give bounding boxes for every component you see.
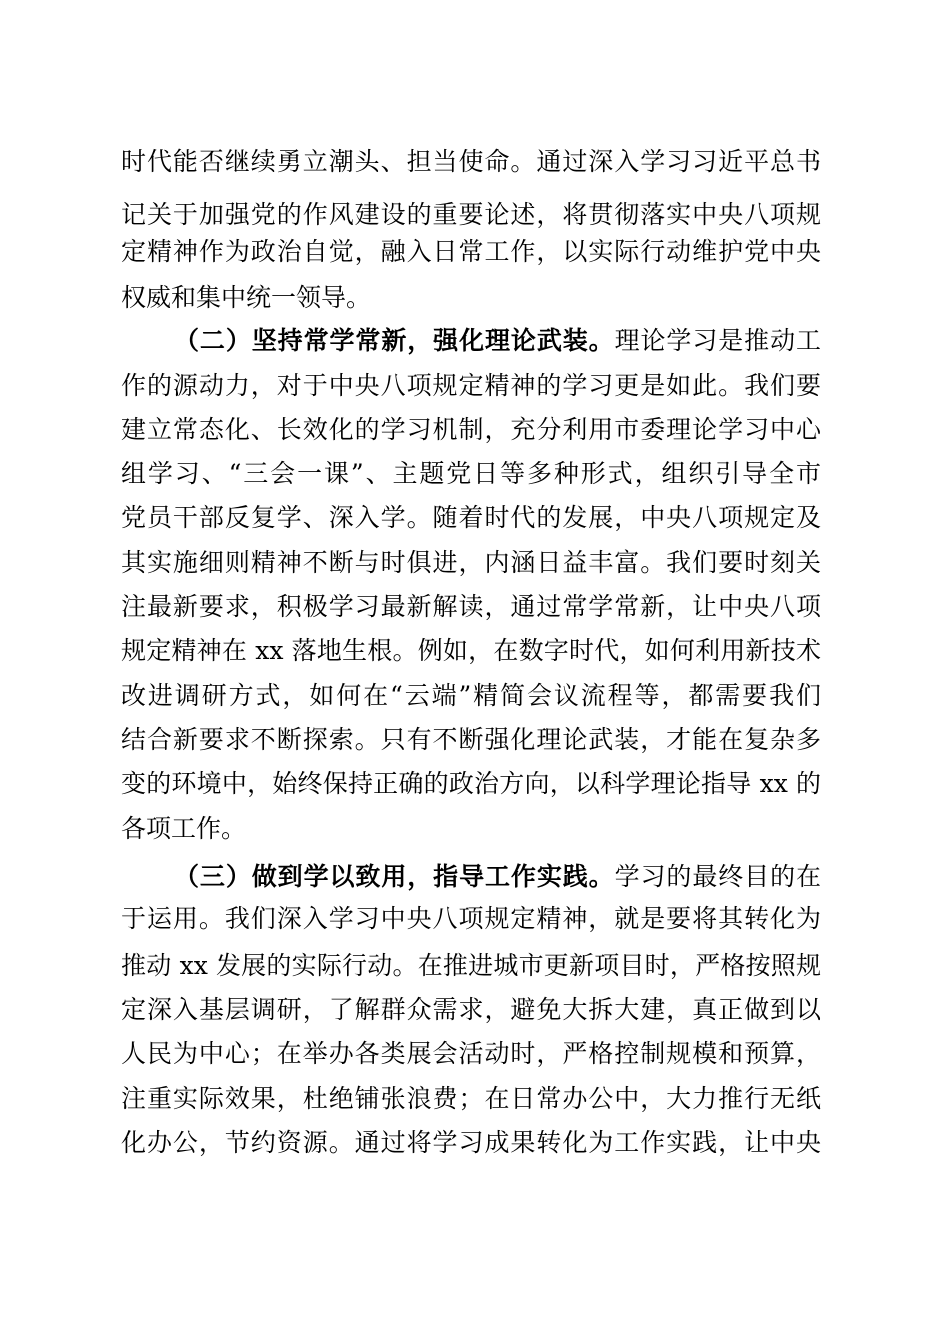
- paragraph-3-line-2: 于运用。我们深入学习中央八项规定精神，就是要将其转化为: [121, 904, 821, 933]
- paragraph-1-line-1: 时代能否继续勇立潮头、担当使命。通过深入学习习近平总书: [121, 147, 821, 176]
- paragraph-3-line-3: 推动 xx 发展的实际行动。在推进城市更新项目时，严格按照规: [121, 951, 821, 980]
- paragraph-3-line-7: 化办公，节约资源。通过将学习成果转化为工作实践，让中央: [121, 1128, 821, 1157]
- paragraph-3-heading: （三）做到学以致用，指导工作实践。: [174, 862, 615, 891]
- paragraph-3-line-4: 定深入基层调研，了解群众需求，避免大拆大建，真正做到以: [121, 995, 821, 1024]
- paragraph-2-line-7: 注最新要求，积极学习最新解读，通过常学常新，让中央八项: [121, 592, 821, 621]
- paragraph-2-first-line-text: 理论学习是推动工: [614, 326, 821, 355]
- paragraph-2-line-11: 变的环境中，始终保持正确的政治方向，以科学理论指导 xx 的: [121, 769, 821, 798]
- paragraph-3-line-1: [174, 862, 821, 892]
- paragraph-2-line-2: 作的源动力，对于中央八项规定精神的学习更是如此。我们要: [121, 371, 821, 400]
- paragraph-2-line-10: 结合新要求不断探索。只有不断强化理论武装，才能在复杂多: [121, 725, 821, 754]
- paragraph-2-line-8: 规定精神在 xx 落地生根。例如，在数字时代，如何利用新技术: [121, 636, 821, 665]
- paragraph-2-line-12: 各项工作。: [121, 814, 247, 843]
- paragraph-2-line-1: [174, 326, 821, 356]
- paragraph-2-line-5: 党员干部反复学、深入学。随着时代的发展，中央八项规定及: [121, 503, 821, 532]
- paragraph-2-line-3: 建立常态化、长效化的学习机制，充分利用市委理论学习中心: [121, 415, 821, 444]
- paragraph-2-line-9: 改进调研方式，如何在“云端”精简会议流程等，都需要我们: [121, 681, 821, 710]
- paragraph-3-first-line-text: 学习的最终目的在: [614, 862, 821, 891]
- paragraph-1-line-3: 定精神作为政治自觉，融入日常工作，以实际行动维护党中央: [121, 237, 821, 266]
- paragraph-1-line-2: 记关于加强党的作风建设的重要论述，将贯彻落实中央八项规: [121, 200, 821, 229]
- paragraph-2-line-6: 其实施细则精神不断与时俱进，内涵日益丰富。我们要时刻关: [121, 548, 821, 577]
- paragraph-3-line-5: 人民为中心；在举办各类展会活动时，严格控制规模和预算，: [121, 1039, 821, 1068]
- paragraph-2-line-4: 组学习、“三会一课”、主题党日等多种形式，组织引导全市: [121, 459, 821, 488]
- paragraph-1-line-4: 权威和集中统一领导。: [121, 283, 372, 312]
- paragraph-2-heading: （二）坚持常学常新，强化理论武装。: [174, 326, 615, 355]
- paragraph-3-line-6: 注重实际效果，杜绝铺张浪费；在日常办公中，大力推行无纸: [121, 1084, 821, 1113]
